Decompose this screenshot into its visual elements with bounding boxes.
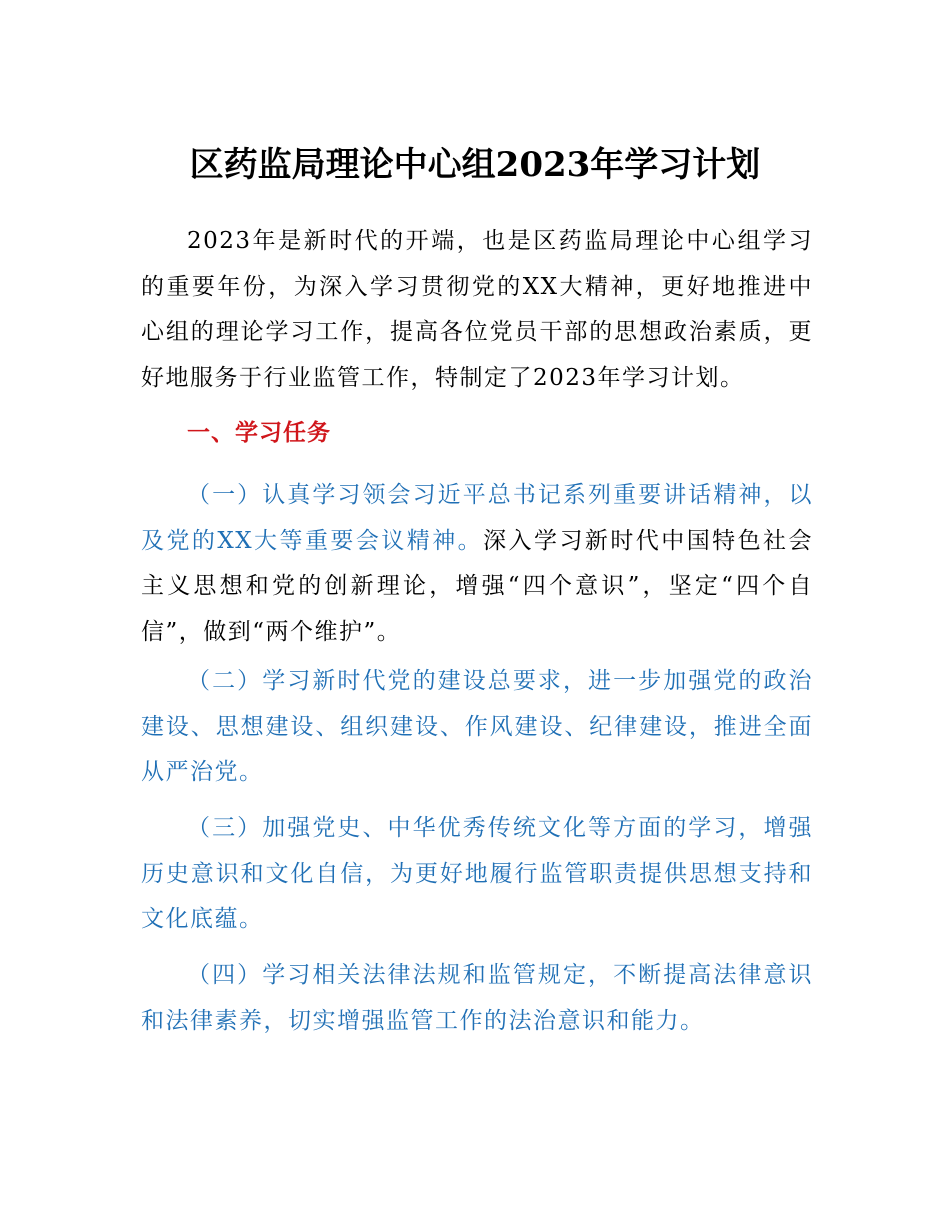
task-item-1-body: 深入学习新时代中国特色社会主义思想和党的创新理论，增强“四个意识”，坚定“四个自信”，做到“两个维护”。: [141, 527, 814, 645]
task-item-1: [141, 473, 813, 655]
task-item-1-heading: （一）认真学习领会习近平总书记系列重要讲话精神，以及党的XX大等重要会议精神。: [141, 482, 813, 554]
intro-paragraph: 2023年是新时代的开端，也是区药监局理论中心组学习的重要年份，为深入学习贯彻党的XX大精神，更好地推进中心组的理论学习工作，提高各位党员干部的思想政治素质，更好地服务于行业监管工作，特制定了2023年学习计划。: [141, 228, 813, 391]
section-heading-study-tasks: 一、学习任务: [187, 420, 331, 446]
task-item-4: （四）学习相关法律法规和监管规定，不断提高法律意识和法律素养，切实增强监管工作的法治意识和能力。: [141, 962, 813, 1034]
document-title: 区药监局理论中心组2023年学习计划: [189, 145, 761, 185]
task-item-2: （二）学习新时代党的建设总要求，进一步加强党的政治建设、思想建设、组织建设、作风建设、纪律建设，推进全面从严治党。: [141, 668, 813, 785]
task-item-3: （三）加强党史、中华优秀传统文化等方面的学习，增强历史意识和文化自信，为更好地履行监管职责提供思想支持和文化底蕴。: [141, 815, 813, 932]
